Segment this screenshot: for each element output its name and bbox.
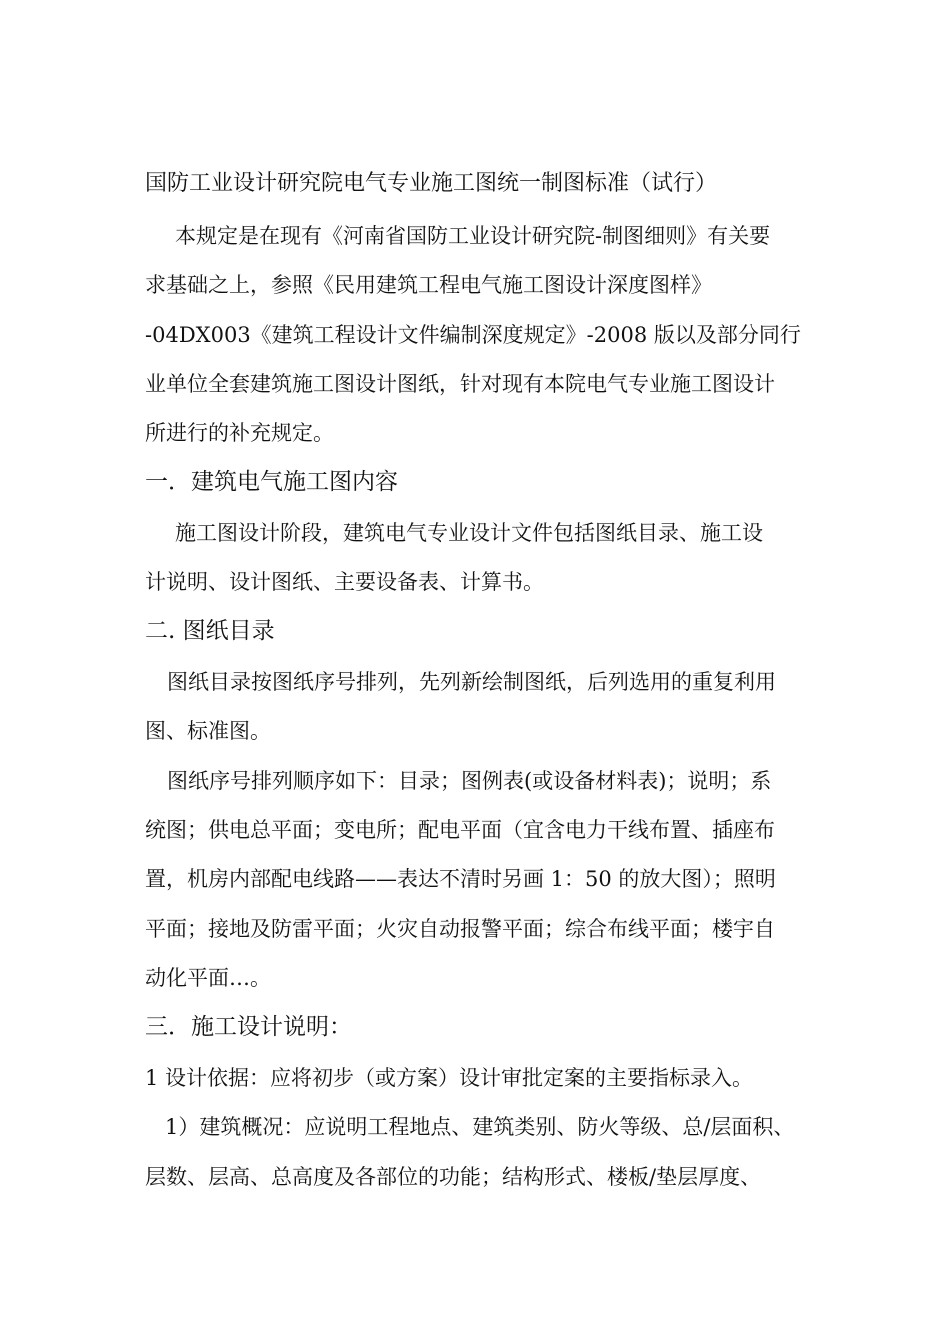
section-3-item-1: 1 设计依据：应将初步（或方案）设计审批定案的主要指标录入。: [145, 1066, 754, 1090]
section-2-para-2-line-3: 置，机房内部配电线路——表达不清时另画 1：50 的放大图）；照明: [145, 867, 776, 891]
section-2-para-1-line-2: 图、标准图。: [145, 719, 271, 743]
intro-line-2: 求基础之上，参照《民用建筑工程电气施工图设计深度图样》: [145, 273, 712, 297]
section-2-para-2-line-2: 统图；供电总平面；变电所；配电平面（宜含电力干线布置、插座布: [145, 818, 775, 842]
section-3-subitem-1-line-1: 1）建筑概况：应说明工程地点、建筑类别、防火等级、总/层面积、: [165, 1115, 795, 1139]
section-1-line-2: 计说明、设计图纸、主要设备表、计算书。: [145, 570, 544, 594]
section-2-heading: 二. 图纸目录: [145, 618, 275, 644]
intro-line-1: 本规定是在现有《河南省国防工业设计研究院-制图细则》有关要: [175, 224, 771, 248]
section-3-subitem-1-line-2: 层数、层高、总高度及各部位的功能；结构形式、楼板/垫层厚度、: [145, 1165, 762, 1189]
section-1-heading: 一．建筑电气施工图内容: [145, 469, 398, 495]
section-2-para-1-line-1: 图纸目录按图纸序号排列，先列新绘制图纸，后列选用的重复利用: [167, 670, 776, 694]
intro-line-3: -04DX003《建筑工程设计文件编制深度规定》-2008 版以及部分同行: [145, 323, 801, 347]
intro-line-4: 业单位全套建筑施工图设计图纸，针对现有本院电气专业施工图设计: [145, 372, 775, 396]
section-2-para-2-line-1: 图纸序号排列顺序如下：目录；图例表(或设备材料表)；说明；系: [167, 769, 772, 793]
section-1-line-1: 施工图设计阶段，建筑电气专业设计文件包括图纸目录、施工设: [175, 521, 763, 545]
section-3-heading: 三．施工设计说明：: [145, 1014, 352, 1040]
intro-line-5: 所进行的补充规定。: [145, 421, 334, 445]
document-title: 国防工业设计研究院电气专业施工图统一制图标准（试行）: [145, 171, 718, 196]
section-2-para-2-line-5: 动化平面…。: [145, 966, 271, 990]
section-2-para-2-line-4: 平面；接地及防雷平面；火灾自动报警平面；综合布线平面；楼宇自: [145, 917, 775, 941]
